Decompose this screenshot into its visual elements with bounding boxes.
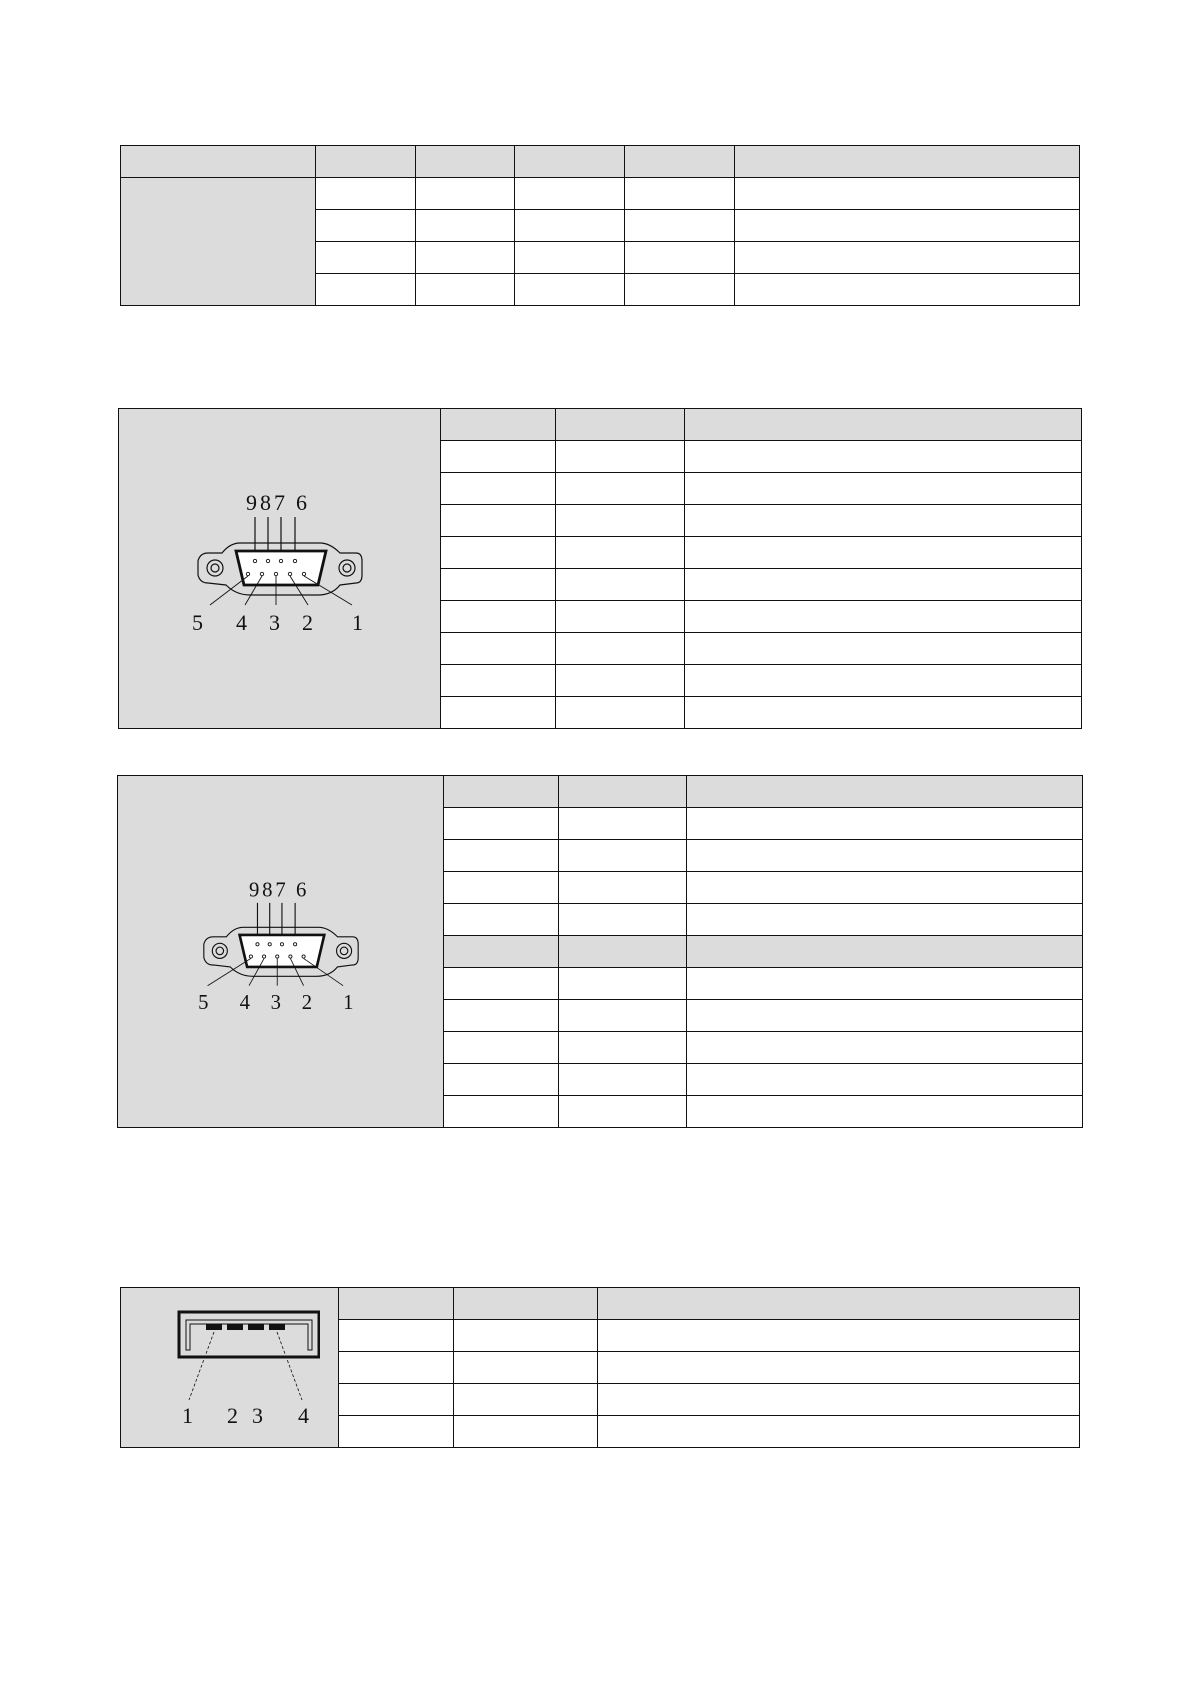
table-cell (559, 872, 687, 904)
table-cell (685, 633, 1082, 665)
table-cell (444, 968, 559, 1000)
table-cell (441, 697, 556, 729)
table-cell (556, 697, 685, 729)
table-cell (339, 1384, 454, 1416)
table-cell (444, 808, 559, 840)
table-cell (556, 473, 685, 505)
pin-label: 5 (197, 992, 209, 1015)
table-4-header-row (121, 1288, 1080, 1320)
table-cell (735, 178, 1080, 210)
table-3 (117, 775, 1083, 1128)
table-cell (559, 1000, 687, 1032)
pin-label: 9 (245, 490, 257, 515)
usb-a-connector-diagram (140, 1290, 320, 1440)
pin-label: 3 (270, 992, 281, 1015)
usb-pin-contact (206, 1324, 222, 1330)
table-cell (416, 178, 515, 210)
pin-label: 1 (181, 1403, 193, 1428)
table-cell (515, 210, 625, 242)
pin-label: 1 (342, 992, 353, 1015)
table-cell (441, 441, 556, 473)
table-cell (625, 146, 735, 178)
table-cell (556, 441, 685, 473)
usb-pin-contact (269, 1324, 285, 1330)
pin-label: 8 (259, 490, 271, 515)
table-cell (685, 601, 1082, 633)
pin-label: 9 (248, 879, 259, 902)
db9-connector-diagram (186, 869, 376, 1029)
pin-label: 2 (301, 610, 313, 635)
table-cell (454, 1288, 598, 1320)
table-cell (685, 665, 1082, 697)
table-cell (316, 210, 416, 242)
table-cell (735, 274, 1080, 306)
pin-label: 7 (273, 490, 285, 515)
table-2 (118, 408, 1082, 729)
table-cell (556, 601, 685, 633)
table-cell (556, 505, 685, 537)
table-1-merged-cell (121, 178, 316, 306)
table-cell (444, 904, 559, 936)
table-cell (625, 274, 735, 306)
table-cell (416, 274, 515, 306)
table-cell (556, 665, 685, 697)
pin-label: 6 (295, 490, 307, 515)
pin-label: 2 (301, 992, 312, 1015)
table-cell (685, 473, 1082, 505)
table-1-header-row (121, 146, 1080, 178)
table-cell (316, 242, 416, 274)
table-cell (559, 936, 687, 968)
table-4 (120, 1287, 1080, 1448)
table-cell (339, 1320, 454, 1352)
table-cell (454, 1384, 598, 1416)
table-cell (316, 146, 416, 178)
table-cell (515, 242, 625, 274)
pin-label: 1 (351, 610, 363, 635)
pin-label: 2 (226, 1403, 238, 1428)
table-cell (735, 146, 1080, 178)
table-cell (515, 178, 625, 210)
table-3-header-row (118, 776, 1083, 808)
pin-label: 3 (251, 1403, 263, 1428)
table-cell (598, 1384, 1080, 1416)
pin-label: 4 (297, 1403, 309, 1428)
table-cell (625, 210, 735, 242)
table-cell (444, 776, 559, 808)
table-cell (598, 1416, 1080, 1448)
table-cell (441, 473, 556, 505)
table-cell (444, 1000, 559, 1032)
table-cell (454, 1352, 598, 1384)
pin-label: 4 (239, 992, 250, 1015)
pin-label: 3 (268, 610, 280, 635)
table-cell (687, 872, 1083, 904)
table-cell (444, 936, 559, 968)
pin-label: 5 (191, 610, 203, 635)
table-cell (416, 146, 515, 178)
table-cell (687, 1064, 1083, 1096)
table-cell (556, 569, 685, 601)
table-cell (559, 904, 687, 936)
table-cell (444, 1032, 559, 1064)
pin-label: 7 (274, 879, 286, 902)
table-cell (687, 936, 1083, 968)
table-cell (687, 776, 1083, 808)
table-2-header-row (119, 409, 1082, 441)
table-cell (316, 178, 416, 210)
table-cell (598, 1352, 1080, 1384)
table-cell (416, 210, 515, 242)
table-cell (598, 1288, 1080, 1320)
table-cell (441, 409, 556, 441)
table-cell (559, 808, 687, 840)
table-cell (441, 537, 556, 569)
db9-connector-figure (119, 409, 441, 729)
table-cell (339, 1416, 454, 1448)
table-cell (441, 633, 556, 665)
table-cell (339, 1288, 454, 1320)
table-cell (685, 697, 1082, 729)
table-cell (444, 1064, 559, 1096)
table-cell (685, 537, 1082, 569)
table-cell (444, 840, 559, 872)
table-cell (687, 1096, 1083, 1128)
table-cell (441, 665, 556, 697)
db9-connector-diagram (180, 481, 380, 651)
pin-label: 4 (235, 610, 247, 635)
table-cell (687, 1000, 1083, 1032)
db9-connector-figure (118, 776, 444, 1128)
table-1 (120, 145, 1080, 306)
table-cell (685, 409, 1082, 441)
table-cell (559, 776, 687, 808)
table-cell (687, 1032, 1083, 1064)
table-cell (556, 537, 685, 569)
table-cell (441, 569, 556, 601)
table-cell (454, 1320, 598, 1352)
table-cell (515, 274, 625, 306)
table-cell (735, 210, 1080, 242)
table-cell (598, 1320, 1080, 1352)
table-cell (556, 409, 685, 441)
table-cell (316, 274, 416, 306)
table-cell (687, 808, 1083, 840)
table-cell (515, 146, 625, 178)
table-cell (625, 178, 735, 210)
table-cell (559, 968, 687, 1000)
pin-label: 6 (295, 879, 306, 902)
table-cell (685, 569, 1082, 601)
table-cell (121, 146, 316, 178)
table-cell (339, 1352, 454, 1384)
usb-pin-contact (227, 1324, 243, 1330)
table-row (121, 178, 1080, 210)
table-cell (444, 1096, 559, 1128)
table-cell (444, 872, 559, 904)
table-cell (685, 441, 1082, 473)
table-cell (685, 505, 1082, 537)
table-cell (559, 1032, 687, 1064)
table-cell (687, 840, 1083, 872)
table-cell (559, 1064, 687, 1096)
table-cell (416, 242, 515, 274)
table-cell (441, 505, 556, 537)
table-cell (625, 242, 735, 274)
pin-label: 8 (261, 879, 273, 902)
table-cell (559, 840, 687, 872)
table-cell (454, 1416, 598, 1448)
table-cell (556, 633, 685, 665)
table-cell (441, 601, 556, 633)
table-cell (559, 1096, 687, 1128)
table-cell (735, 242, 1080, 274)
table-cell (687, 968, 1083, 1000)
table-cell (687, 904, 1083, 936)
usb-pin-contact (248, 1324, 264, 1330)
usb-connector-figure (121, 1288, 339, 1448)
